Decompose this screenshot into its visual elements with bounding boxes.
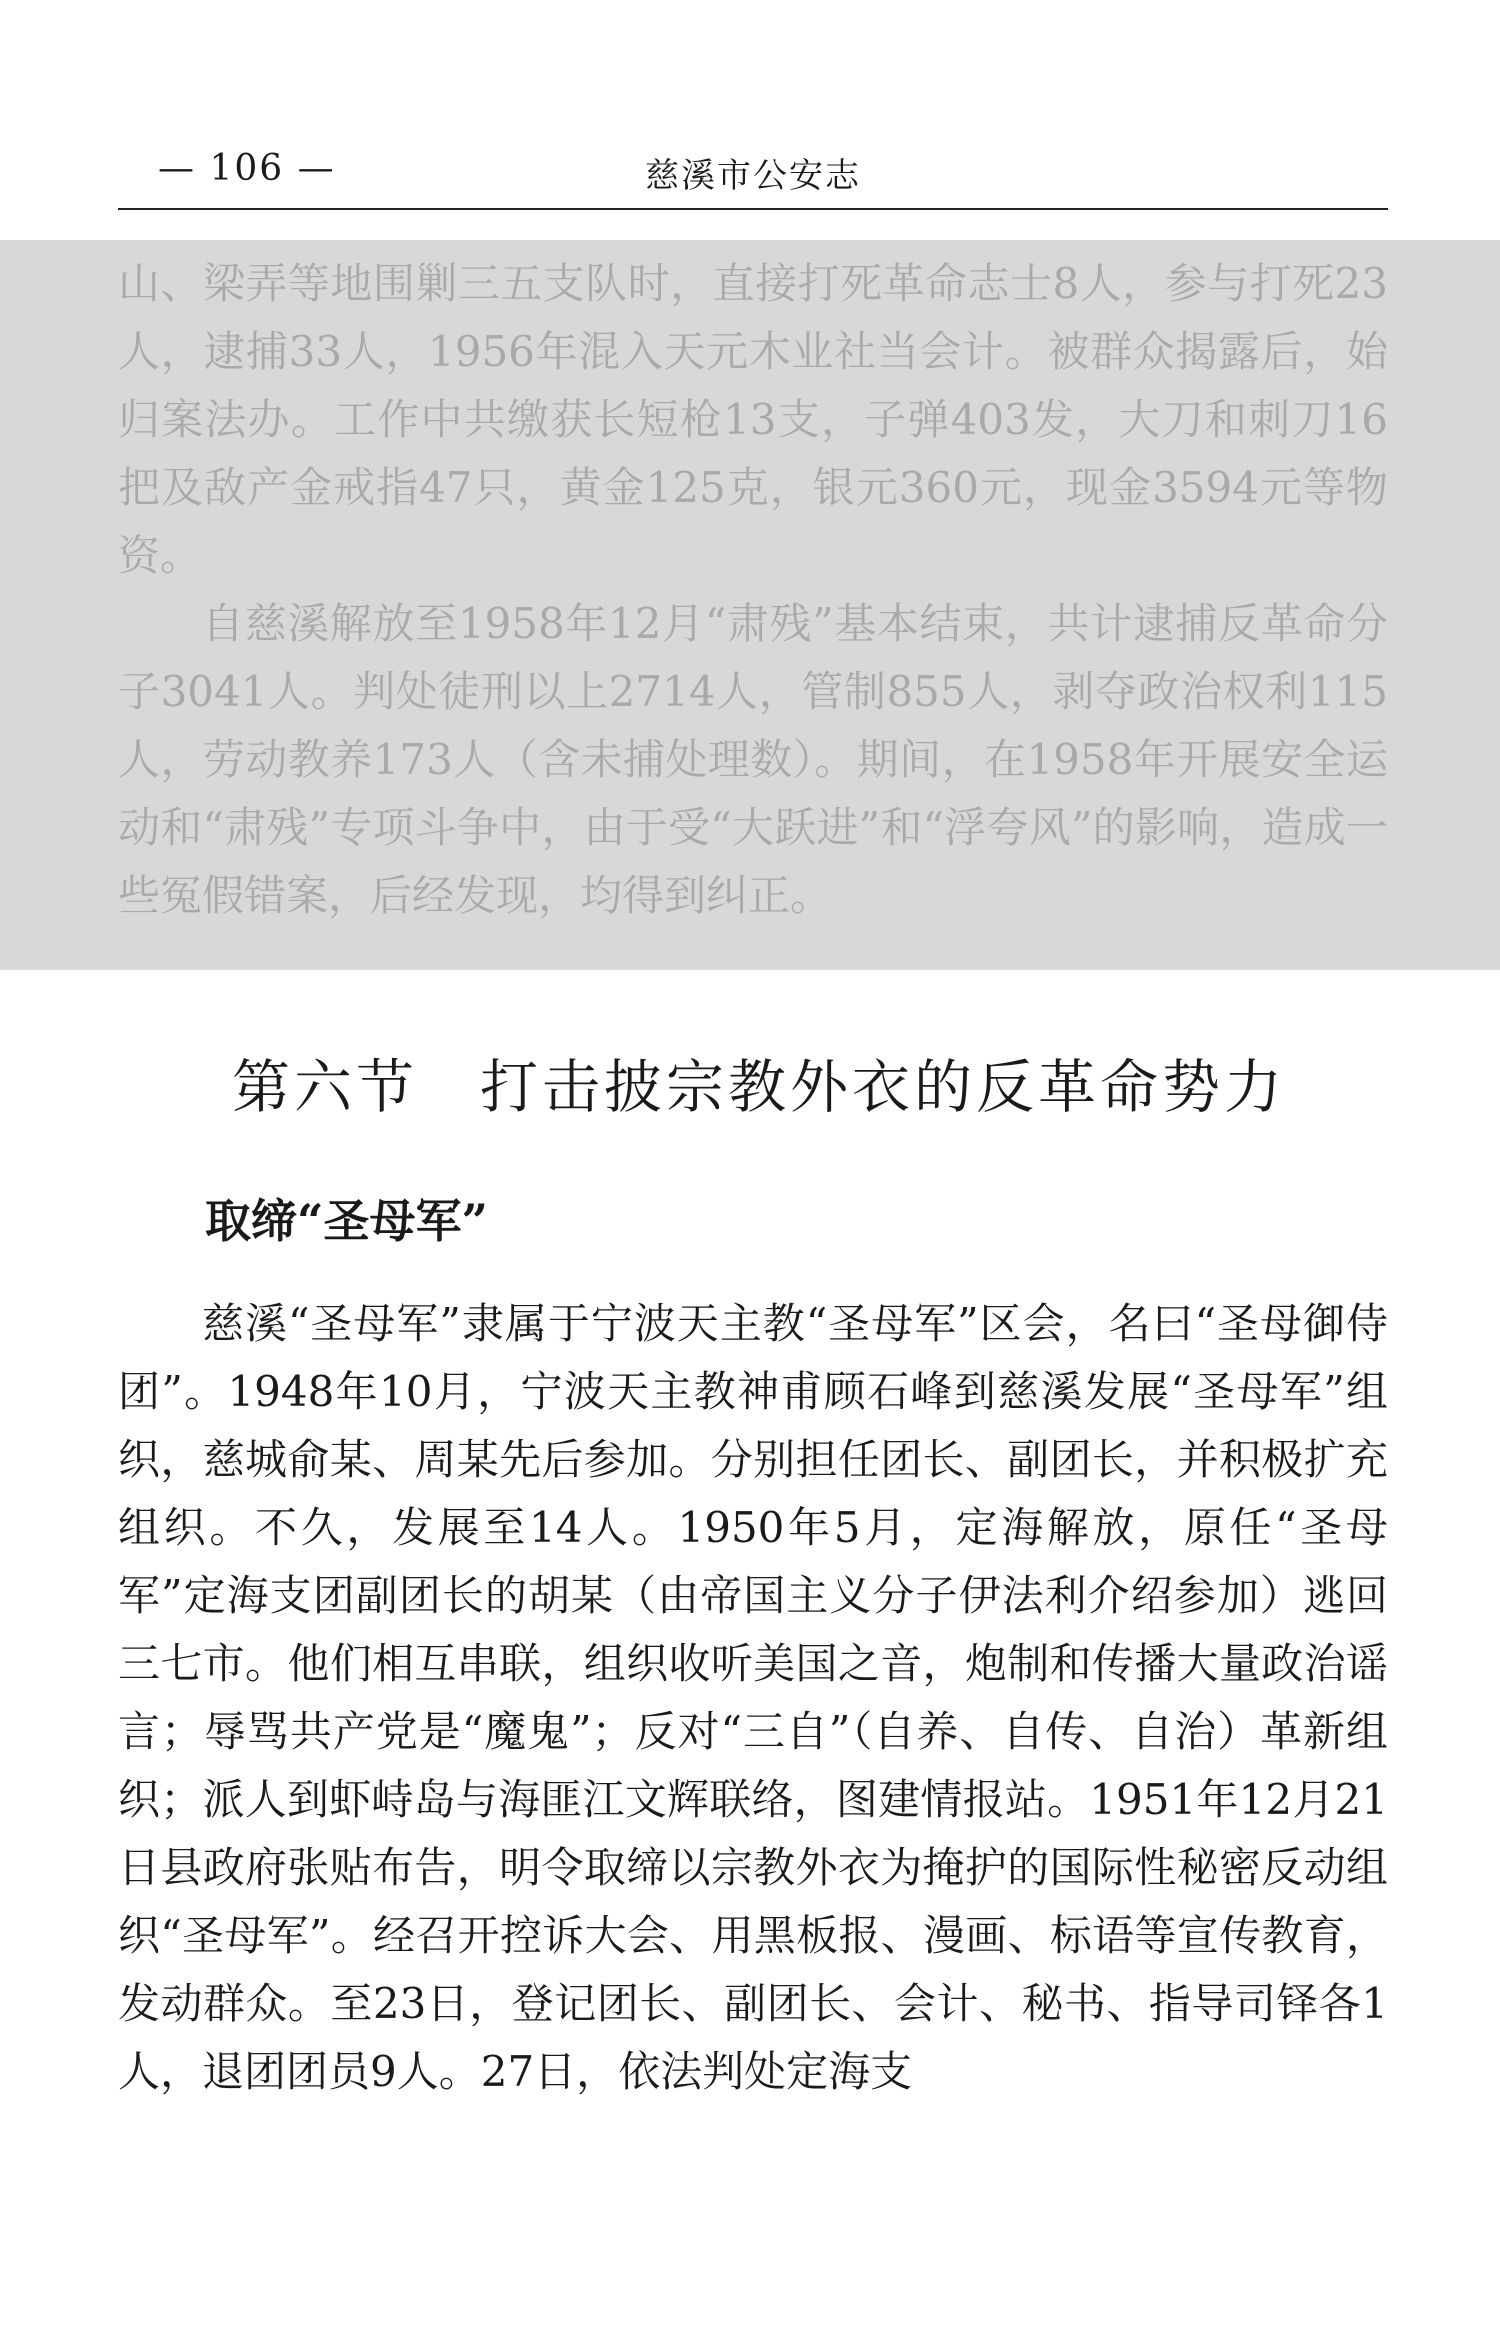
body-paragraph: 慈溪“圣母军”隶属于宁波天主教“圣母军”区会，名曰“圣母御侍团”。1948年10月，宁波天主教神甫顾石峰到慈溪发展“圣母军”组织，慈城俞某、周某先后参加。分别担任团长、副团长，并积极扩充组织。不久，发展至14人。1950年5月，定海解放，原任“圣母军”定海支团副团长的胡某（由帝国主义分子伊法利介绍参加）逃回三七市。他们相互串联，组织收听美国之音，炮制和传播大量政治谣言；辱骂共产党是“魔鬼”；反对“三自”（自养、自传、自治）革新组织；派人到虾峙岛与海匪江文辉联络，图建情报站。1951年12月21日县政府张贴布告，明令取缔以宗教外衣为掩护的国际性秘密反动组织“圣母军”。经召开控诉大会、用黑板报、漫画、标语等宣传教育，发动群众。至23日，登记团长、副团长、会计、秘书、指导司铎各1人，退团团员9人。27日，依法判处定海支: [118, 1299, 1388, 2096]
paragraph-continuation: 山、梁弄等地围剿三五支队时，直接打死革命志士8人，参与打死23人，逮捕33人，1956年混入天元木业社当会计。被群众揭露后，始归案法办。工作中共缴获长短枪13支，子弹403发，大刀和刺刀16把及敌产金戒指47只，黄金125克，银元360元，现金3594元等物资。: [118, 259, 1388, 580]
page-header: [118, 140, 1388, 210]
section-title: 第六节 打击披宗教外衣的反革命势力: [232, 1053, 1287, 1121]
page-number: — 106 —: [158, 148, 336, 189]
book-title: 慈溪市公安志: [645, 156, 861, 196]
body-text-block: [118, 1290, 1388, 2106]
subsection-title: 取缔“圣母军”: [205, 1194, 488, 1248]
paragraph-summary: 自慈溪解放至1958年12月“肃残”基本结束，共计逮捕反革命分子3041人。判处徒刑以上2714人，管制855人，剥夺政治权利115人，劳动教养173人（含未捕处理数）。期间，在1958年开展安全运动和“肃残”专项斗争中，由于受“大跃进”和“浮夸风”的影响，造成一些冤假错案，后经发现，均得到纠正。: [118, 599, 1388, 920]
faded-text-block: [118, 250, 1388, 930]
